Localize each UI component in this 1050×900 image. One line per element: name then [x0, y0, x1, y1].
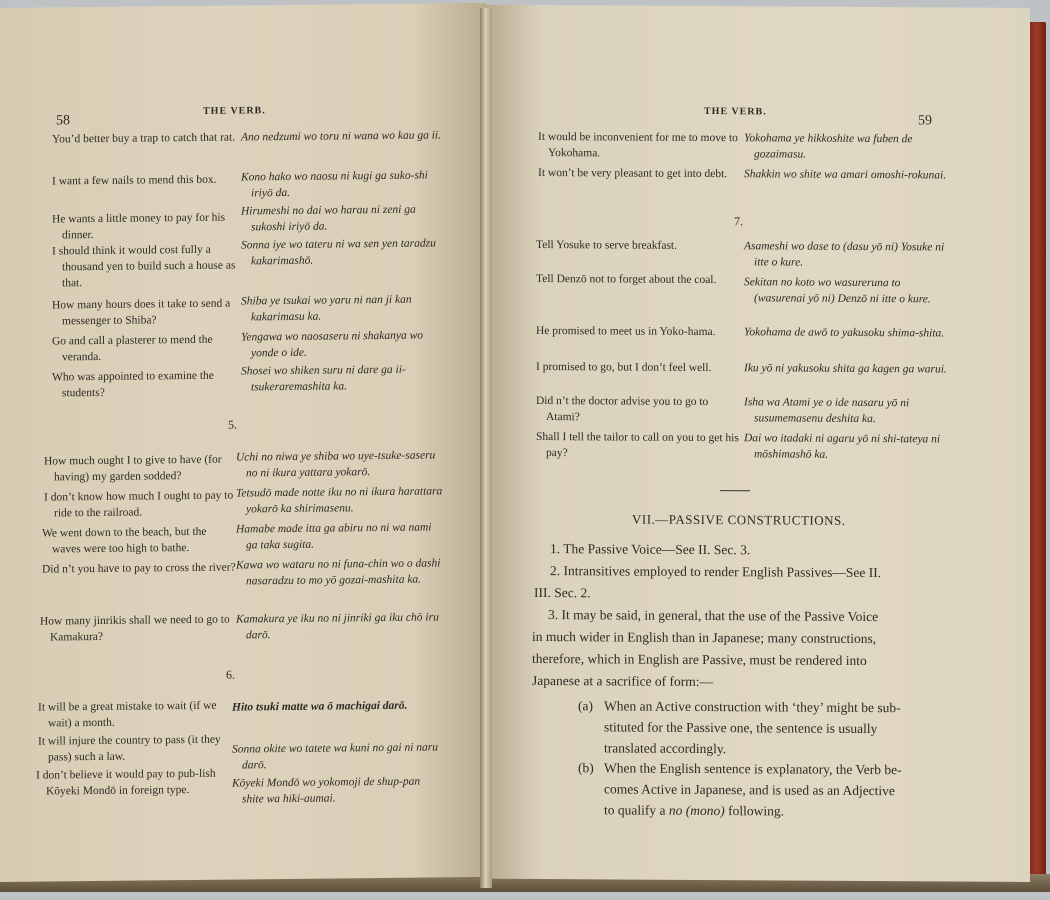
section-number: 5.	[228, 417, 237, 432]
list-item-line: comes Active in Japanese, and is used as an Adjective	[604, 781, 895, 799]
paragraph-line: therefore, which in English are Passive, must be rendered into	[532, 650, 867, 669]
paragraph-line: in much wider in English than in Japanese; many constructions,	[532, 628, 877, 647]
japanese-sentence: Iku yō ni yakusoku shita ga kagen ga warui.	[744, 362, 947, 376]
japanese-sentence: Hamabe made itta ga abiru no ni wa nami ga taka sugita.	[236, 521, 432, 552]
paragraph: III. Sec. 2.	[534, 584, 591, 601]
running-head: THE VERB.	[704, 106, 767, 118]
list-item	[578, 757, 944, 822]
english-sentence: Shall I tell the tailor to call on you to get his pay?	[536, 430, 739, 460]
english-sentence: How many hours does it take to send a messenger to Shiba?	[52, 297, 231, 328]
english-sentence: Did n’t the doctor advise you to go to Atami?	[536, 394, 709, 424]
english-sentence: I don’t know how much I ought to pay to ride to the railroad.	[44, 489, 234, 520]
list-item	[578, 695, 944, 760]
japanese-sentence: Uchi no niwa ye shiba wo uye-tsuke-saseru no ni ikura yattara yokarō.	[236, 449, 436, 480]
right-page	[486, 5, 1030, 882]
english-sentence: I promised to go, but I don’t feel well.	[536, 360, 712, 375]
japanese-sentence: Shakkin wo shite wa amari omoshi-rokunai.	[744, 168, 947, 182]
english-sentence: We went down to the beach, but the waves were too high to bathe.	[42, 525, 207, 556]
english-sentence: I don’t believe it would pay to pub-lish Kōyeki Mondō in foreign type.	[36, 767, 216, 798]
english-sentence: Tell Denzō not to forget about the coal.	[536, 272, 717, 287]
italic-term: no (mono)	[668, 802, 725, 819]
english-sentence: It will be a great mistake to wait (if we wait) a month.	[38, 699, 217, 730]
japanese-sentence: Shosei wo shiken suru ni dare ga ii-tsukeraremashita ka.	[241, 363, 406, 394]
chapter-title: VII.—PASSIVE CONSTRUCTIONS.	[632, 511, 846, 528]
english-sentence: Who was appointed to examine the students?	[52, 369, 214, 400]
book-spine-gutter	[480, 8, 492, 888]
list-item-line: stituted for the Passive one, the sentence is usually	[604, 719, 878, 737]
list-item-label: (b)	[578, 760, 594, 776]
japanese-sentence: Sonna iye wo tateru ni wa sen yen taradzu kakarimashō.	[241, 237, 436, 268]
open-book	[0, 8, 1050, 892]
english-sentence: It would be inconvenient for me to move to Yokohama.	[538, 130, 738, 160]
text-run: following.	[724, 803, 784, 819]
japanese-sentence: Yokohama de awō to yakusoku shima-shita.	[744, 326, 945, 340]
list-item-line	[604, 799, 944, 822]
list-item-line: When the English sentence is explanatory, the Verb be-	[604, 760, 902, 778]
japanese-sentence: Shiba ye tsukai wo yaru ni nan ji kan kakarimasu ka.	[241, 293, 412, 324]
english-sentence: How much ought I to give to have (for having) my garden sodded?	[44, 453, 222, 484]
english-sentence: Did n’t you have to pay to cross the river?	[42, 561, 236, 576]
japanese-sentence: Hirumeshi no dai wo harau ni zeni ga sukoshi iriyō da.	[241, 203, 416, 234]
left-page	[0, 3, 486, 882]
japanese-sentence: Kawa wo wataru no ni funa-chin wo o dashi nasaradzu to mo yō gozai-mashita ka.	[236, 557, 441, 588]
page-number: 59	[918, 113, 932, 129]
english-sentence: How many jinrikis shall we need to go to Kamakura?	[40, 613, 230, 644]
japanese-sentence: Sekitan no koto wo wasureruna to (wasurenai yō ni) Denzō ni itte o kure.	[744, 276, 931, 306]
japanese-sentence: Sonna okite wo tatete wa kuni no gai ni naru darō.	[232, 741, 439, 772]
japanese-sentence: Ano nedzumi wo toru ni wana wo kau ga ii.	[241, 129, 441, 144]
english-sentence: He wants a little money to pay for his dinner.	[52, 211, 226, 242]
list-item-line: translated accordingly.	[604, 740, 727, 757]
japanese-sentence: Kōyeki Mondō wo yokomoji de shup-pan shite wa hiki-aumai.	[232, 775, 421, 806]
japanese-sentence: Yengawa wo naosaseru ni shakanya wo yonde o ide.	[241, 329, 423, 360]
japanese-sentence: Kono hako wo naosu ni kugi ga suko-shi iriyō da.	[241, 169, 428, 200]
section-number: 6.	[226, 667, 235, 682]
english-sentence: He promised to meet us in Yoko-hama.	[536, 324, 716, 339]
japanese-sentence: Isha wa Atami ye o ide nasaru yō ni susumemasenu deshita ka.	[744, 396, 910, 426]
english-sentence: I should think it would cost fully a thousand yen to build such a house as that.	[52, 243, 236, 290]
japanese-sentence: Dai wo itadaki ni agaru yō ni shi-tateya ni mōshimashō ka.	[744, 432, 941, 461]
paragraph: 2. Intransitives employed to render English Passives—See II.	[550, 563, 882, 581]
page-number: 58	[56, 113, 70, 129]
english-sentence: Tell Yosuke to serve breakfast.	[536, 238, 677, 252]
japanese-sentence: Asameshi wo dase to (dasu yō ni) Yosuke ni itte o kure.	[744, 240, 945, 269]
english-sentence: You’d better buy a trap to catch that rat.	[52, 131, 236, 146]
list-item-label: (a)	[578, 698, 593, 714]
english-sentence: Go and call a plasterer to mend the veranda.	[52, 333, 213, 364]
paragraph: 1. The Passive Voice—See II. Sec. 3.	[550, 541, 751, 558]
japanese-sentence: Tetsudō made notte iku no ni ikura harattara yokarō ka shirimasenu.	[236, 485, 443, 516]
text-run: to qualify a	[604, 802, 669, 818]
paragraph-line: Japanese at a sacrifice of form:—	[532, 672, 714, 690]
section-number: 7.	[734, 214, 743, 229]
book-cover-edge	[1028, 22, 1046, 882]
japanese-sentence: Yokohama ye hikkoshite wa fuben de gozaimasu.	[744, 132, 913, 161]
list-item-line: When an Active construction with ‘they’ might be sub-	[604, 698, 901, 716]
japanese-sentence: Kamakura ye iku no ni jinriki ga iku chō iru darō.	[236, 611, 439, 642]
section-divider	[720, 490, 750, 491]
japanese-sentence: Hito tsuki matte wa ō machigai darō.	[232, 699, 408, 714]
english-sentence: I want a few nails to mend this box.	[52, 173, 217, 188]
running-head: THE VERB.	[203, 105, 266, 117]
english-sentence: It will injure the country to pass (it they pass) such a law.	[38, 733, 221, 764]
paragraph-line: 3. It may be said, in general, that the use of the Passive Voice	[548, 607, 879, 625]
english-sentence: It won’t be very pleasant to get into debt.	[538, 166, 728, 181]
